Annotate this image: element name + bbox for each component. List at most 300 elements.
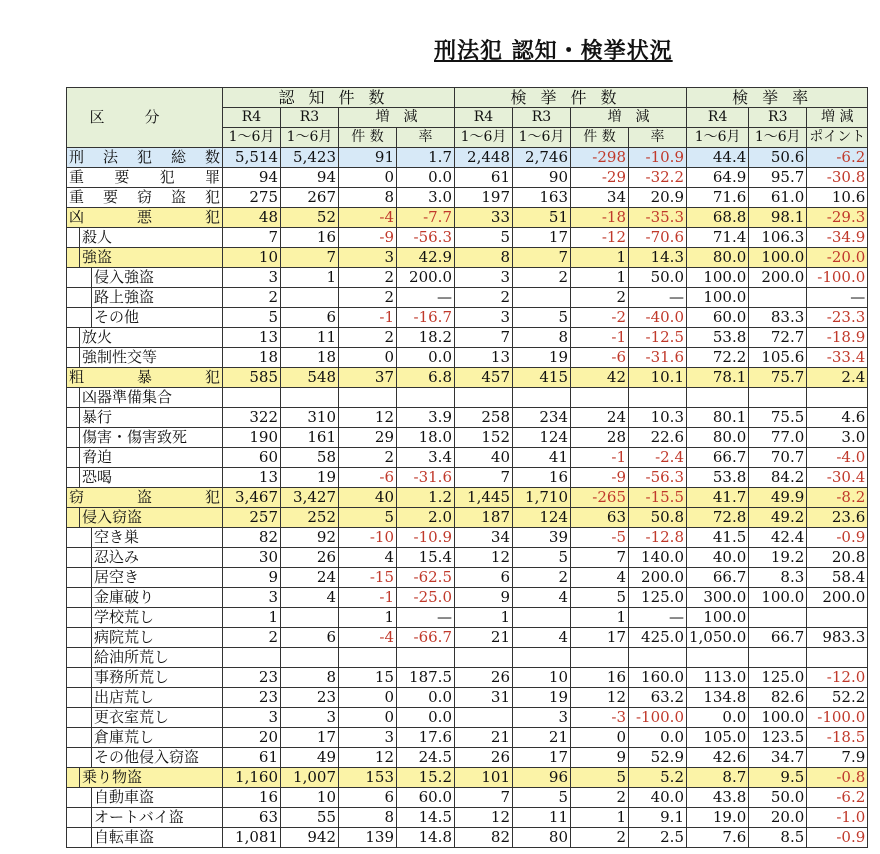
value-cell: 21 bbox=[455, 728, 513, 748]
row-label bbox=[67, 208, 222, 227]
value-cell: 12 bbox=[339, 408, 397, 428]
value-cell: -6.2 bbox=[807, 788, 868, 808]
row-label-char: 盗 bbox=[170, 188, 186, 206]
value-cell bbox=[571, 388, 629, 408]
value-cell: 100.0 bbox=[749, 248, 807, 268]
value-cell bbox=[749, 648, 807, 668]
value-cell: 21 bbox=[513, 728, 571, 748]
value-cell: 2 bbox=[571, 288, 629, 308]
value-cell: 66.7 bbox=[687, 568, 749, 588]
value-cell: 60 bbox=[223, 448, 281, 468]
row-label-char: 悪 bbox=[136, 208, 152, 226]
row-label-cell bbox=[67, 268, 223, 288]
row-label: 侵入窃盗 bbox=[79, 508, 222, 527]
value-cell: 1,007 bbox=[281, 768, 339, 788]
value-cell: 19.2 bbox=[749, 548, 807, 568]
value-cell: 71.4 bbox=[687, 228, 749, 248]
value-cell: -34.9 bbox=[807, 228, 868, 248]
table-row bbox=[67, 528, 868, 548]
value-cell bbox=[807, 388, 868, 408]
value-cell: 3 bbox=[223, 268, 281, 288]
value-cell: 16 bbox=[513, 468, 571, 488]
value-cell: -29.3 bbox=[807, 208, 868, 228]
value-cell: 80.0 bbox=[687, 428, 749, 448]
value-cell: 18.2 bbox=[397, 328, 455, 348]
value-cell: 18.0 bbox=[397, 428, 455, 448]
row-label-cell bbox=[67, 408, 223, 428]
value-cell: 105.0 bbox=[687, 728, 749, 748]
value-cell: 82 bbox=[455, 828, 513, 848]
row-label: 強制性交等 bbox=[79, 348, 222, 367]
value-cell: 19 bbox=[281, 468, 339, 488]
value-cell: 3 bbox=[223, 588, 281, 608]
value-cell: 15.2 bbox=[397, 768, 455, 788]
value-cell: 19 bbox=[513, 688, 571, 708]
value-cell: 3.0 bbox=[807, 428, 868, 448]
value-cell: 12 bbox=[455, 808, 513, 828]
row-label-cell bbox=[67, 368, 223, 388]
row-label-cell bbox=[67, 688, 223, 708]
header-period: 1〜6月 bbox=[223, 128, 281, 148]
row-label-cell bbox=[67, 608, 223, 628]
header-zougen: 増 減 bbox=[571, 108, 687, 128]
table-row bbox=[67, 308, 868, 328]
value-cell: 84.2 bbox=[749, 468, 807, 488]
value-cell: 49 bbox=[281, 748, 339, 768]
value-cell: 52 bbox=[281, 208, 339, 228]
value-cell: -56.3 bbox=[629, 468, 687, 488]
row-label: 侵入強盗 bbox=[91, 268, 222, 287]
row-label bbox=[67, 188, 222, 207]
table-row bbox=[67, 228, 868, 248]
value-cell: -6 bbox=[571, 348, 629, 368]
value-cell: 80 bbox=[513, 828, 571, 848]
value-cell: 2.4 bbox=[807, 368, 868, 388]
table-row bbox=[67, 788, 868, 808]
row-label-cell bbox=[67, 568, 223, 588]
value-cell: 39 bbox=[513, 528, 571, 548]
table-row bbox=[67, 648, 868, 668]
value-cell: 415 bbox=[513, 368, 571, 388]
value-cell: 3 bbox=[339, 728, 397, 748]
value-cell: -8.2 bbox=[807, 488, 868, 508]
value-cell: 8 bbox=[339, 188, 397, 208]
value-cell: -15.5 bbox=[629, 488, 687, 508]
value-cell: 4 bbox=[339, 548, 397, 568]
header-r3: R3 bbox=[513, 108, 571, 128]
value-cell: -20.0 bbox=[807, 248, 868, 268]
value-cell: 23 bbox=[223, 668, 281, 688]
value-cell: 200.0 bbox=[629, 568, 687, 588]
value-cell: 80.1 bbox=[687, 408, 749, 428]
value-cell: -18 bbox=[571, 208, 629, 228]
value-cell: 187.5 bbox=[397, 668, 455, 688]
value-cell: 3 bbox=[281, 708, 339, 728]
row-label-char: 要 bbox=[102, 188, 118, 206]
header-period: 1〜6月 bbox=[513, 128, 571, 148]
value-cell: 53.8 bbox=[687, 468, 749, 488]
value-cell: 134.8 bbox=[687, 688, 749, 708]
value-cell: 1 bbox=[571, 608, 629, 628]
value-cell: 252 bbox=[281, 508, 339, 528]
row-label-cell bbox=[67, 648, 223, 668]
row-label: 路上強盗 bbox=[91, 288, 222, 307]
value-cell: -18.5 bbox=[807, 728, 868, 748]
value-cell: -56.3 bbox=[397, 228, 455, 248]
table-row bbox=[67, 628, 868, 648]
value-cell: 61 bbox=[223, 748, 281, 768]
value-cell: 7 bbox=[455, 328, 513, 348]
value-cell: 17 bbox=[513, 228, 571, 248]
value-cell: 96 bbox=[513, 768, 571, 788]
value-cell: 42.4 bbox=[749, 528, 807, 548]
value-cell: 37 bbox=[339, 368, 397, 388]
row-label-char: 数 bbox=[204, 148, 220, 166]
value-cell: 10.1 bbox=[629, 368, 687, 388]
crime-stats-table bbox=[66, 87, 868, 848]
row-label-char: 犯 bbox=[204, 208, 220, 226]
row-label-char: 凶 bbox=[69, 208, 85, 226]
row-label: 更衣室荒し bbox=[91, 708, 222, 727]
table-row bbox=[67, 188, 868, 208]
value-cell: 20.0 bbox=[749, 808, 807, 828]
value-cell: 8.7 bbox=[687, 768, 749, 788]
value-cell: 585 bbox=[223, 368, 281, 388]
value-cell: 2 bbox=[339, 268, 397, 288]
value-cell: 258 bbox=[455, 408, 513, 428]
value-cell: 1 bbox=[571, 268, 629, 288]
value-cell: 1.7 bbox=[397, 148, 455, 168]
table-row bbox=[67, 608, 868, 628]
value-cell: 163 bbox=[513, 188, 571, 208]
value-cell bbox=[513, 608, 571, 628]
table-row bbox=[67, 488, 868, 508]
row-label-char: 窃 bbox=[69, 488, 85, 506]
value-cell: 10.3 bbox=[629, 408, 687, 428]
value-cell bbox=[749, 608, 807, 628]
header-kensu: 件 数 bbox=[339, 128, 397, 148]
row-label-char: 犯 bbox=[204, 368, 220, 386]
table-row bbox=[67, 168, 868, 188]
value-cell: 9.1 bbox=[629, 808, 687, 828]
value-cell: -25.0 bbox=[397, 588, 455, 608]
value-cell: 24 bbox=[281, 568, 339, 588]
value-cell: 60.0 bbox=[397, 788, 455, 808]
row-label-char: 重 bbox=[69, 168, 85, 186]
value-cell: 4 bbox=[281, 588, 339, 608]
row-label: 自転車盗 bbox=[91, 828, 222, 847]
value-cell bbox=[629, 648, 687, 668]
value-cell: 2 bbox=[223, 288, 281, 308]
value-cell: 21 bbox=[455, 628, 513, 648]
value-cell: 8 bbox=[281, 668, 339, 688]
value-cell: 0.0 bbox=[629, 728, 687, 748]
table-row bbox=[67, 288, 868, 308]
table-row bbox=[67, 828, 868, 848]
value-cell: 72.2 bbox=[687, 348, 749, 368]
value-cell: 1 bbox=[281, 268, 339, 288]
value-cell: 14.5 bbox=[397, 808, 455, 828]
value-cell: 1 bbox=[223, 608, 281, 628]
table-body bbox=[67, 148, 868, 848]
header-kenkyo: 検挙件数 bbox=[455, 88, 687, 108]
value-cell: 40 bbox=[455, 448, 513, 468]
value-cell: 2 bbox=[223, 628, 281, 648]
value-cell: -10 bbox=[339, 528, 397, 548]
row-label-char: 総 bbox=[170, 148, 186, 166]
value-cell: 5 bbox=[513, 788, 571, 808]
value-cell: -6.2 bbox=[807, 148, 868, 168]
value-cell: -12.0 bbox=[807, 668, 868, 688]
value-cell: 2.5 bbox=[629, 828, 687, 848]
row-label-cell bbox=[67, 808, 223, 828]
value-cell: 2,746 bbox=[513, 148, 571, 168]
value-cell: 6 bbox=[455, 568, 513, 588]
value-cell bbox=[571, 648, 629, 668]
value-cell: 1,050.0 bbox=[687, 628, 749, 648]
value-cell: 18 bbox=[223, 348, 281, 368]
value-cell: 7 bbox=[513, 248, 571, 268]
value-cell: 33 bbox=[455, 208, 513, 228]
value-cell: 63 bbox=[223, 808, 281, 828]
row-label-char: 犯 bbox=[159, 168, 175, 186]
value-cell: -40.0 bbox=[629, 308, 687, 328]
value-cell bbox=[223, 388, 281, 408]
row-label-cell bbox=[67, 548, 223, 568]
value-cell: 40.0 bbox=[687, 548, 749, 568]
row-label-char: 窃 bbox=[136, 188, 152, 206]
header-period: 1〜6月 bbox=[687, 128, 749, 148]
row-label-cell bbox=[67, 448, 223, 468]
value-cell: 42.9 bbox=[397, 248, 455, 268]
value-cell: 0.0 bbox=[397, 348, 455, 368]
value-cell: 78.1 bbox=[687, 368, 749, 388]
table-row bbox=[67, 148, 868, 168]
value-cell: -1 bbox=[571, 448, 629, 468]
value-cell: — bbox=[807, 288, 868, 308]
value-cell: 2 bbox=[339, 328, 397, 348]
value-cell: 51 bbox=[513, 208, 571, 228]
row-label-cell bbox=[67, 748, 223, 768]
value-cell: 94 bbox=[223, 168, 281, 188]
value-cell: 63.2 bbox=[629, 688, 687, 708]
row-label: 忍込み bbox=[91, 548, 222, 567]
value-cell bbox=[687, 388, 749, 408]
value-cell: 100.0 bbox=[687, 288, 749, 308]
value-cell: -9 bbox=[571, 468, 629, 488]
value-cell: — bbox=[397, 288, 455, 308]
value-cell: -2.4 bbox=[629, 448, 687, 468]
value-cell: -10.9 bbox=[629, 148, 687, 168]
value-cell: 31 bbox=[455, 688, 513, 708]
value-cell: 98.1 bbox=[749, 208, 807, 228]
row-label: 倉庫荒し bbox=[91, 728, 222, 747]
value-cell: -265 bbox=[571, 488, 629, 508]
value-cell: 2 bbox=[571, 828, 629, 848]
table-row bbox=[67, 548, 868, 568]
value-cell: 100.0 bbox=[749, 588, 807, 608]
value-cell: 3.4 bbox=[397, 448, 455, 468]
value-cell: 8.5 bbox=[749, 828, 807, 848]
value-cell: -1 bbox=[571, 328, 629, 348]
table-row bbox=[67, 248, 868, 268]
value-cell bbox=[281, 608, 339, 628]
value-cell: 2.0 bbox=[397, 508, 455, 528]
value-cell: 8 bbox=[513, 328, 571, 348]
row-label-cell bbox=[67, 488, 223, 508]
value-cell: 82.6 bbox=[749, 688, 807, 708]
value-cell: 0.0 bbox=[397, 708, 455, 728]
row-label-cell bbox=[67, 588, 223, 608]
value-cell: 23 bbox=[281, 688, 339, 708]
value-cell: 3 bbox=[223, 708, 281, 728]
value-cell: -18.9 bbox=[807, 328, 868, 348]
value-cell: -70.6 bbox=[629, 228, 687, 248]
value-cell: -0.8 bbox=[807, 768, 868, 788]
value-cell: 68.8 bbox=[687, 208, 749, 228]
value-cell: 2,448 bbox=[455, 148, 513, 168]
value-cell: 5 bbox=[571, 768, 629, 788]
value-cell: 10 bbox=[513, 668, 571, 688]
value-cell: 75.5 bbox=[749, 408, 807, 428]
value-cell: -298 bbox=[571, 148, 629, 168]
row-label bbox=[67, 368, 222, 387]
value-cell: 7 bbox=[281, 248, 339, 268]
row-label-cell bbox=[67, 708, 223, 728]
row-label-cell bbox=[67, 348, 223, 368]
value-cell: 0 bbox=[571, 728, 629, 748]
value-cell: 24 bbox=[571, 408, 629, 428]
row-label-char: 暴 bbox=[136, 368, 152, 386]
header-r4: R4 bbox=[687, 108, 749, 128]
table-row bbox=[67, 708, 868, 728]
value-cell: 0 bbox=[339, 348, 397, 368]
value-cell: -4.0 bbox=[807, 448, 868, 468]
value-cell: 16 bbox=[281, 228, 339, 248]
value-cell: 13 bbox=[223, 468, 281, 488]
value-cell bbox=[339, 388, 397, 408]
value-cell: -9 bbox=[339, 228, 397, 248]
row-label-cell bbox=[67, 208, 223, 228]
row-label: 傷害・傷害致死 bbox=[79, 428, 222, 447]
row-label: 病院荒し bbox=[91, 628, 222, 647]
value-cell: 187 bbox=[455, 508, 513, 528]
value-cell: 2 bbox=[455, 288, 513, 308]
row-label: 脅迫 bbox=[79, 448, 222, 467]
row-label-cell bbox=[67, 248, 223, 268]
value-cell: 124 bbox=[513, 508, 571, 528]
value-cell: 92 bbox=[281, 528, 339, 548]
value-cell: 5 bbox=[339, 508, 397, 528]
value-cell: 44.4 bbox=[687, 148, 749, 168]
value-cell: 2 bbox=[571, 788, 629, 808]
value-cell: 1,710 bbox=[513, 488, 571, 508]
row-label: 自動車盗 bbox=[91, 788, 222, 807]
value-cell: 125.0 bbox=[629, 588, 687, 608]
row-label: 出店荒し bbox=[91, 688, 222, 707]
value-cell bbox=[281, 288, 339, 308]
value-cell: 7.6 bbox=[687, 828, 749, 848]
value-cell: 7 bbox=[455, 788, 513, 808]
value-cell: 0.0 bbox=[397, 688, 455, 708]
value-cell bbox=[397, 388, 455, 408]
value-cell: 90 bbox=[513, 168, 571, 188]
value-cell: -6 bbox=[339, 468, 397, 488]
value-cell: 16 bbox=[223, 788, 281, 808]
row-label-cell bbox=[67, 728, 223, 748]
value-cell bbox=[749, 288, 807, 308]
row-label-cell bbox=[67, 468, 223, 488]
value-cell: 24.5 bbox=[397, 748, 455, 768]
value-cell: 11 bbox=[513, 808, 571, 828]
value-cell bbox=[807, 608, 868, 628]
row-label bbox=[67, 168, 222, 187]
header-period: 1〜6月 bbox=[281, 128, 339, 148]
value-cell: 5 bbox=[571, 588, 629, 608]
value-cell: 140.0 bbox=[629, 548, 687, 568]
table-row bbox=[67, 348, 868, 368]
row-label: 放火 bbox=[79, 328, 222, 347]
row-label-cell bbox=[67, 228, 223, 248]
value-cell: 26 bbox=[455, 668, 513, 688]
value-cell: 200.0 bbox=[749, 268, 807, 288]
value-cell: 197 bbox=[455, 188, 513, 208]
value-cell: -10.9 bbox=[397, 528, 455, 548]
value-cell: 55 bbox=[281, 808, 339, 828]
value-cell: -16.7 bbox=[397, 308, 455, 328]
value-cell: 17 bbox=[281, 728, 339, 748]
row-label-char: 犯 bbox=[204, 188, 220, 206]
value-cell: -0.9 bbox=[807, 828, 868, 848]
value-cell: 275 bbox=[223, 188, 281, 208]
value-cell: 457 bbox=[455, 368, 513, 388]
row-label bbox=[67, 488, 222, 507]
value-cell: 100.0 bbox=[687, 608, 749, 628]
value-cell: 10.6 bbox=[807, 188, 868, 208]
value-cell: 71.6 bbox=[687, 188, 749, 208]
value-cell: 1 bbox=[455, 608, 513, 628]
value-cell: 161 bbox=[281, 428, 339, 448]
row-label: 凶器準備集合 bbox=[79, 388, 222, 407]
value-cell: 8.3 bbox=[749, 568, 807, 588]
row-label-cell bbox=[67, 308, 223, 328]
value-cell: 11 bbox=[281, 328, 339, 348]
value-cell: -31.6 bbox=[629, 348, 687, 368]
value-cell: 6.8 bbox=[397, 368, 455, 388]
value-cell: -4 bbox=[339, 628, 397, 648]
row-label-cell bbox=[67, 508, 223, 528]
value-cell: -1 bbox=[339, 308, 397, 328]
value-cell: 2 bbox=[339, 288, 397, 308]
row-label-cell bbox=[67, 148, 223, 168]
value-cell: -12 bbox=[571, 228, 629, 248]
row-label-char: 法 bbox=[102, 148, 118, 166]
value-cell: 0.0 bbox=[687, 708, 749, 728]
value-cell: 153 bbox=[339, 768, 397, 788]
value-cell: 2 bbox=[339, 448, 397, 468]
value-cell: 9 bbox=[223, 568, 281, 588]
value-cell: 3,467 bbox=[223, 488, 281, 508]
value-cell: 5 bbox=[513, 548, 571, 568]
value-cell: 26 bbox=[455, 748, 513, 768]
table-row bbox=[67, 768, 868, 788]
value-cell: 16 bbox=[571, 668, 629, 688]
value-cell bbox=[629, 388, 687, 408]
value-cell: 200.0 bbox=[807, 588, 868, 608]
value-cell: 1.2 bbox=[397, 488, 455, 508]
value-cell bbox=[455, 708, 513, 728]
value-cell bbox=[513, 648, 571, 668]
